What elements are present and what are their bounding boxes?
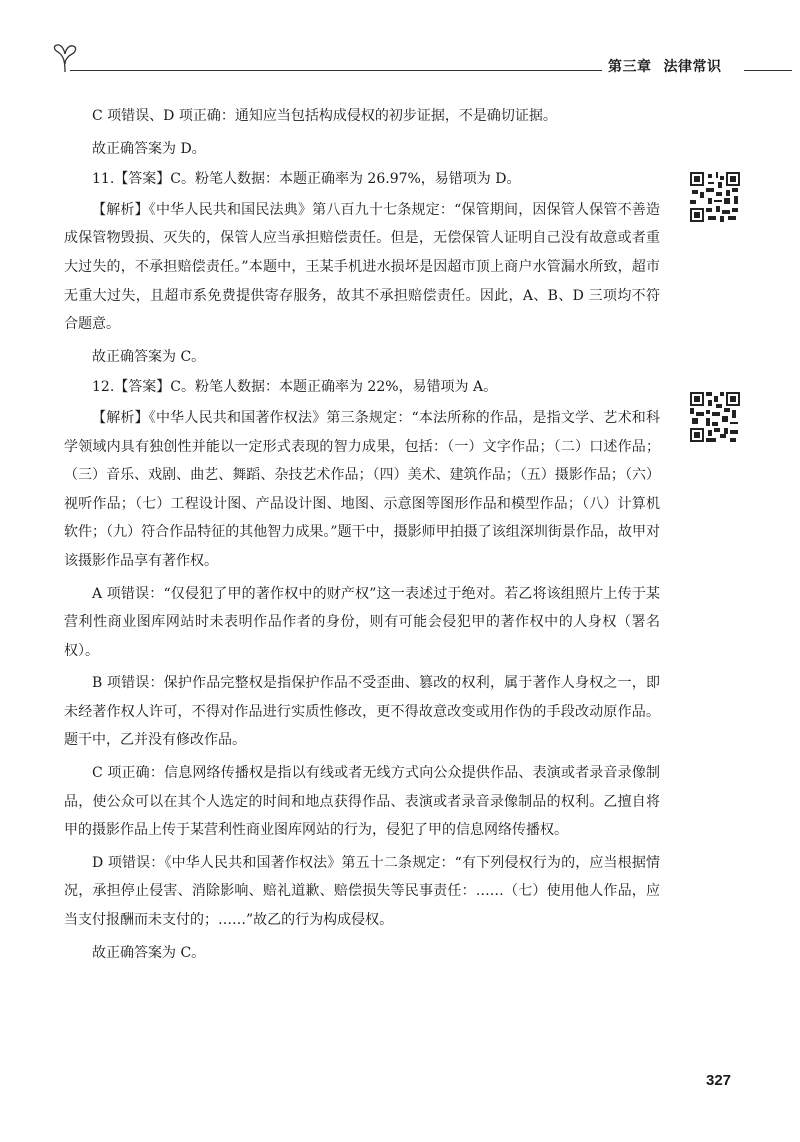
analysis-q11: 【解析】《中华人民共和国民法典》第八百九十七条规定：“保管期间，因保管人保管不善造成保管物毁损、灭失的，保管人应当承担赔偿责任。但是，无偿保管人证明自己没有故意或者重大过失的，不承担赔偿责任。”本题中，王某手机进水损坏是因超市顶上商户水管漏水所致，超市无重大过失，且超市系免费提供寄存服务，故其不承担赔偿责任。因此，A、B、D 三项均不符合题意。 <box>64 201 660 333</box>
answer-conclusion: 故正确答案为 C。 <box>92 944 206 961</box>
chapter-heading <box>608 56 722 76</box>
chapter-number: 第三章 <box>608 59 652 75</box>
header-rule-left <box>70 70 602 71</box>
answer-line-q12: 12.【答案】C。粉笔人数据：本题正确率为 22%，易错项为 A。 <box>92 379 498 396</box>
option-c-explanation: C 项正确：信息网络传播权是指以有线或者无线方式向公众提供作品、表演或者录音录像制品，使公众可以在其个人选定的时间和地点获得作品、表演或者录音录像制品的权利。乙擅自将甲的摄影作品上传于某营利性商业图库网站的行为，侵犯了甲的信息网络传播权。 <box>64 765 660 839</box>
option-d-explanation: D 项错误：《中华人民共和国著作权法》第五十二条规定：“有下列侵权行为的，应当根据情况，承担停止侵害、消除影响、赔礼道歉、赔偿损失等民事责任：……（七）使用他人作品，应当支付报酬而未支付的；……”故乙的行为构成侵权。 <box>64 854 660 929</box>
header-rule-right <box>744 70 792 71</box>
answer-conclusion: 故正确答案为 D。 <box>92 140 206 157</box>
paragraph: C 项错误、D 项正确：通知应当包括构成侵权的初步证据，不是确切证据。 <box>92 108 557 124</box>
analysis-q12: 【解析】《中华人民共和国著作权法》第三条规定：“本法所称的作品，是指文学、艺术和科学领域内具有独创性并能以一定形式表现的智力成果，包括：（一）文字作品；（二）口述作品；（三）音乐、戏剧、曲艺、舞蹈、杂技艺术作品；（四）美术、建筑作品；（五）摄影作品；（六）视听作品；（七）工程设计图、产品设计图、地图、示意图等图形作品和模型作品；（八）计算机软件；（九）符合作品特征的其他智力成果。”题干中，摄影师甲拍摄了该组深圳街景作品，故甲对该摄影作品享有著作权。 <box>64 409 660 569</box>
answer-line-q11: 11.【答案】C。粉笔人数据：本题正确率为 26.97%，易错项为 D。 <box>92 171 521 188</box>
option-a-explanation: A 项错误：“仅侵犯了甲的著作权中的财产权”这一表述过于绝对。若乙将该组照片上传于某营利性商业图库网站时未表明作品作者的身份，则有可能会侵犯甲的著作权中的人身权（署名权）。 <box>64 585 660 659</box>
qr-code-icon <box>690 392 740 442</box>
qr-code-icon <box>690 172 740 222</box>
answer-conclusion: 故正确答案为 C。 <box>92 348 206 365</box>
page-content <box>64 102 660 971</box>
page-number: 327 <box>706 1072 732 1089</box>
chapter-title: 法律常识 <box>663 59 722 75</box>
option-b-explanation: B 项错误：保护作品完整权是指保护作品不受歪曲、篡改的权利，属于著作人身权之一，即未经著作权人许可，不得对作品进行实质性修改，更不得故意改变或用作伪的手段改动原作品。题干中，乙并没有修改作品。 <box>64 675 660 749</box>
